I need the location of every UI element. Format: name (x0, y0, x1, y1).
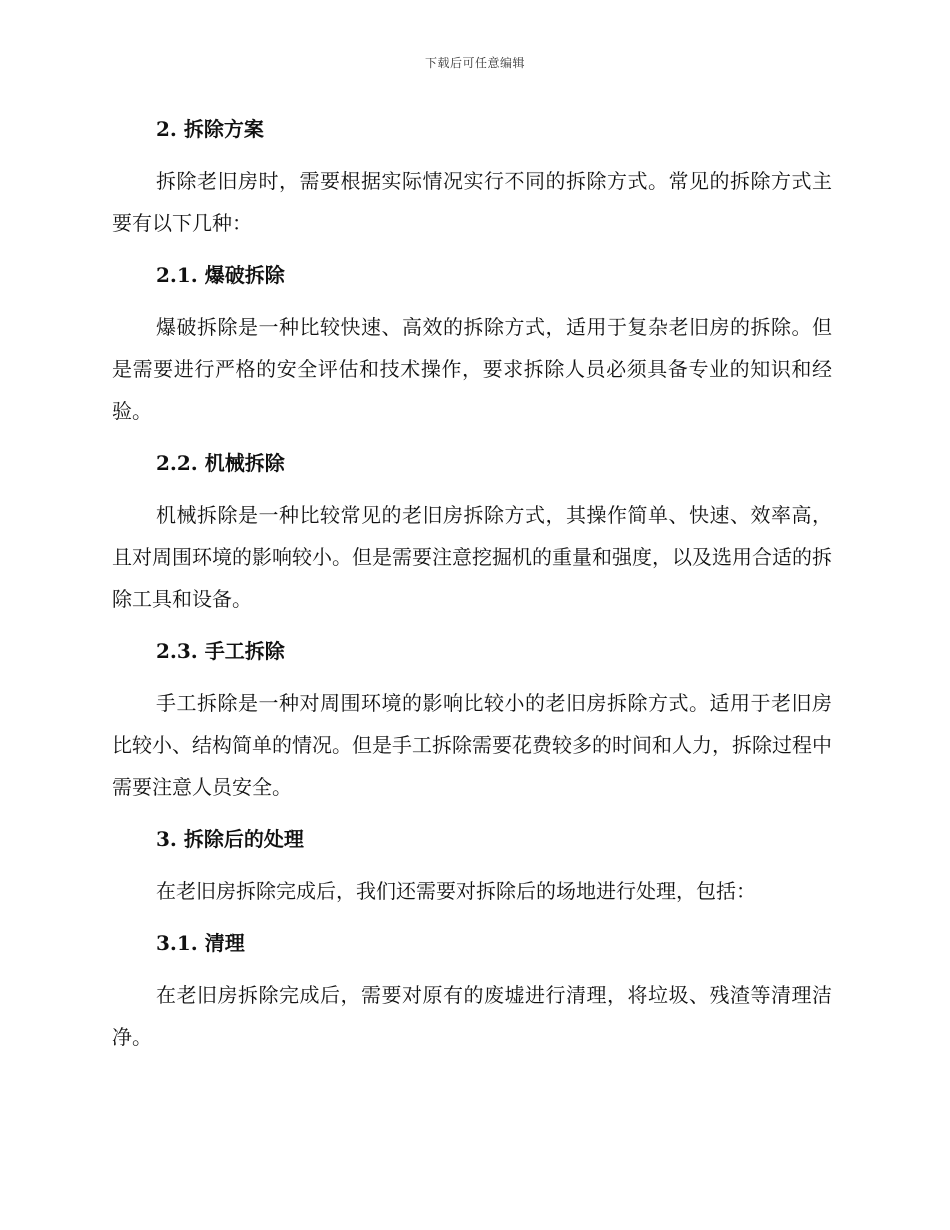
section-paragraph-3-1: 在老旧房拆除完成后，需要对原有的废墟进行清理，将垃圾、残渣等清理洁净。 (112, 983, 832, 1049)
section-heading-3-1: 3.1. 清理 (156, 931, 245, 955)
page-header: 下载后可任意编辑 (424, 56, 525, 70)
section-heading-2-1: 2.1. 爆破拆除 (156, 263, 285, 287)
section-heading-2-2: 2.2. 机械拆除 (156, 451, 285, 475)
section-paragraph-3-intro: 在老旧房拆除完成后，我们还需要对拆除后的场地进行处理，包括： (156, 879, 756, 903)
section-paragraph-2-3: 手工拆除是一种对周围环境的影响比较小的老旧房拆除方式。适用于老旧房比较小、结构简单的情况。但是手工拆除需要花费较多的时间和人力，拆除过程中需要注意人员安全。 (112, 691, 832, 799)
section-paragraph-2-2: 机械拆除是一种比较常见的老旧房拆除方式，其操作简单、快速、效率高，且对周围环境的影响较小。但是需要注意挖掘机的重量和强度，以及选用合适的拆除工具和设备。 (112, 503, 832, 611)
section-heading-3: 3. 拆除后的处理 (156, 827, 304, 851)
section-heading-2: 2. 拆除方案 (156, 117, 264, 141)
section-heading-2-3: 2.3. 手工拆除 (156, 639, 285, 663)
document-body (112, 108, 832, 1058)
section-paragraph-2-1: 爆破拆除是一种比较快速、高效的拆除方式，适用于复杂老旧房的拆除。但是需要进行严格的安全评估和技术操作，要求拆除人员必须具备专业的知识和经验。 (112, 315, 832, 423)
section-paragraph-2-intro: 拆除老旧房时，需要根据实际情况实行不同的拆除方式。常见的拆除方式主要有以下几种： (112, 169, 832, 235)
